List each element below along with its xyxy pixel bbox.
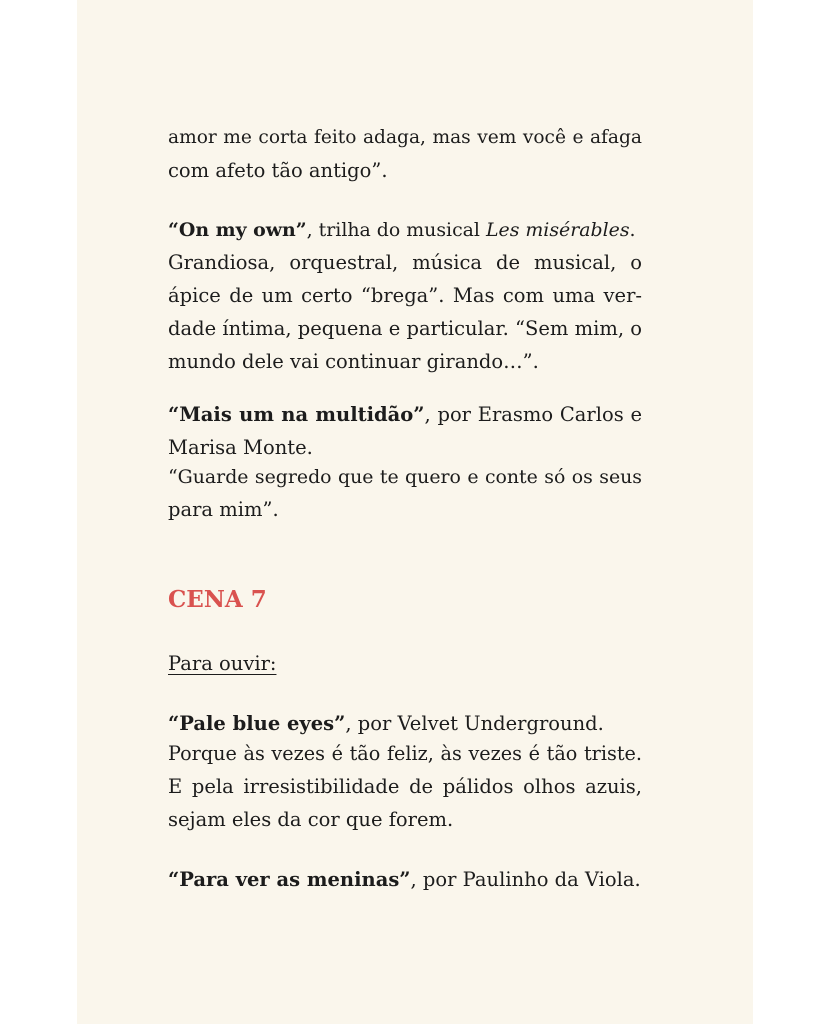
paragraph-line: sejam eles da cor que forem. [168, 808, 454, 831]
paragraph-line: Grandiosa, orquestral, música de musical, o [168, 251, 642, 274]
paragraph-line: amor me corta feito adaga, mas vem você e afaga [168, 127, 642, 148]
song-entry-pale-blue-eyes [168, 710, 642, 738]
song-entry-on-my-own [168, 216, 642, 244]
paragraph-line: “Guarde segredo que te quero e conte só os seus [168, 466, 642, 488]
paragraph-line: para mim”. [168, 498, 279, 521]
paragraph-line: ápice de um certo “brega”. Mas com uma ver- [168, 284, 642, 307]
section-subheading: Para ouvir: [168, 652, 277, 675]
song-credit: , por Paulinho da Viola. [410, 868, 641, 891]
song-title: “Pale blue eyes” [168, 712, 346, 735]
song-title: “On my own” [168, 219, 307, 241]
song-entry-mais-um-na-multidao [168, 401, 642, 429]
paragraph-line: E pela irresistibilidade de pálidos olhos azuis, [168, 775, 642, 798]
scene-heading: CENA 7 [168, 586, 267, 613]
song-title: “Para ver as meninas” [168, 868, 411, 891]
paragraph-line: dade íntima, pequena e particular. “Sem mim, o [168, 317, 642, 340]
song-credit: , por Erasmo Carlos e [424, 403, 642, 426]
punctuation: . [629, 219, 636, 241]
paragraph-line: Porque às vezes é tão feliz, às vezes é tão triste. [168, 742, 642, 765]
paragraph-line: mundo dele vai continuar girando…”. [168, 350, 539, 373]
work-title: Les misérables [485, 219, 630, 241]
song-entry-para-ver-as-meninas [168, 866, 642, 894]
song-credit: , trilha do musical [306, 219, 486, 241]
song-credit: , por Velvet Underground. [345, 712, 604, 735]
paragraph-line: Marisa Monte. [168, 436, 313, 459]
book-page [77, 0, 753, 1024]
paragraph-line: com afeto tão antigo”. [168, 159, 388, 182]
song-title: “Mais um na multidão” [168, 403, 425, 426]
